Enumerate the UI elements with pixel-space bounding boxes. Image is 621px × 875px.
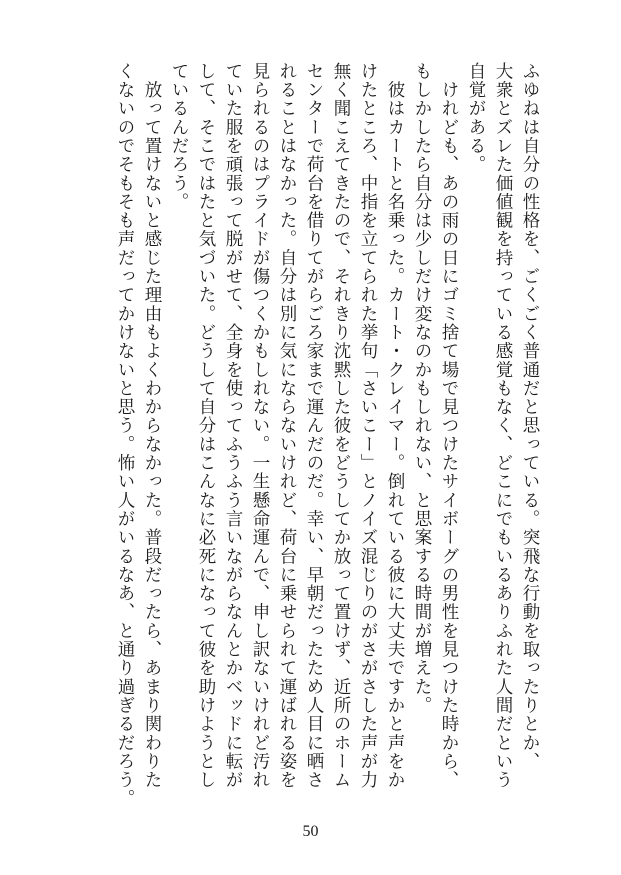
text-line: ていた服を頑張って脱がせて、全身を使ってふうふう言いながらなんとかベッドに転が (223, 62, 243, 790)
text-line: センターで荷台を借りてがらごろ家まで運んだのだ。幸い、早朝だったため人目に晒さ (304, 62, 324, 790)
text-line: けたところ、中指を立てられた挙句「さいこー」とノイズ混じりのがさがさした声が力 (358, 62, 378, 790)
text-line: 見られるのはプライドが傷つくかもしれない。一生懸命運んで、申し訳ないけれど汚れ (250, 62, 270, 790)
text-line: 無く聞こえてきたので、それきり沈黙した彼をどうしてか放って置けず、近所のホーム (331, 62, 351, 790)
text-line: もしかしたら自分は少しだけ変なのかもしれない、と思案する時間が増えた。 (412, 62, 432, 715)
text-line: くないのでそもそも声だってかけないと思う。怖い人がいるなあ、と通り過ぎるだろう。 (115, 62, 135, 808)
text-line: れることはなかった。自分は別に気にならないけれど、荷台に乗せられて運ばれる姿を (277, 62, 297, 790)
text-line: ているんだろう。 (169, 62, 189, 212)
text-line: 彼はカートと名乗った。カート・クレイマー。倒れている彼に大丈夫ですかと声をか (385, 62, 405, 790)
page-number: 50 (302, 823, 319, 840)
text-line: けれども、あの雨の日にゴミ捨て場で見つけたサイボーグの男性を見つけた時から、 (439, 62, 459, 790)
text-line: 大衆とズレた価値観を持っている感覚もなく、どこにでもいるありふれた人間だという (493, 62, 513, 790)
text-line: して、そこではたと気づいた。どうして自分はこんなに必死になって彼を助けようとし (196, 62, 216, 790)
body-text (73, 62, 543, 812)
text-line: ふゆねは自分の性格を、ごくごく普通だと思っている。突飛な行動を取ったりとか、 (520, 62, 540, 771)
text-line: 放って置けないと感じた理由もよくわからなかった。普段だったら、あまり関わりた (142, 62, 162, 790)
text-line: 自覚がある。 (466, 62, 486, 174)
